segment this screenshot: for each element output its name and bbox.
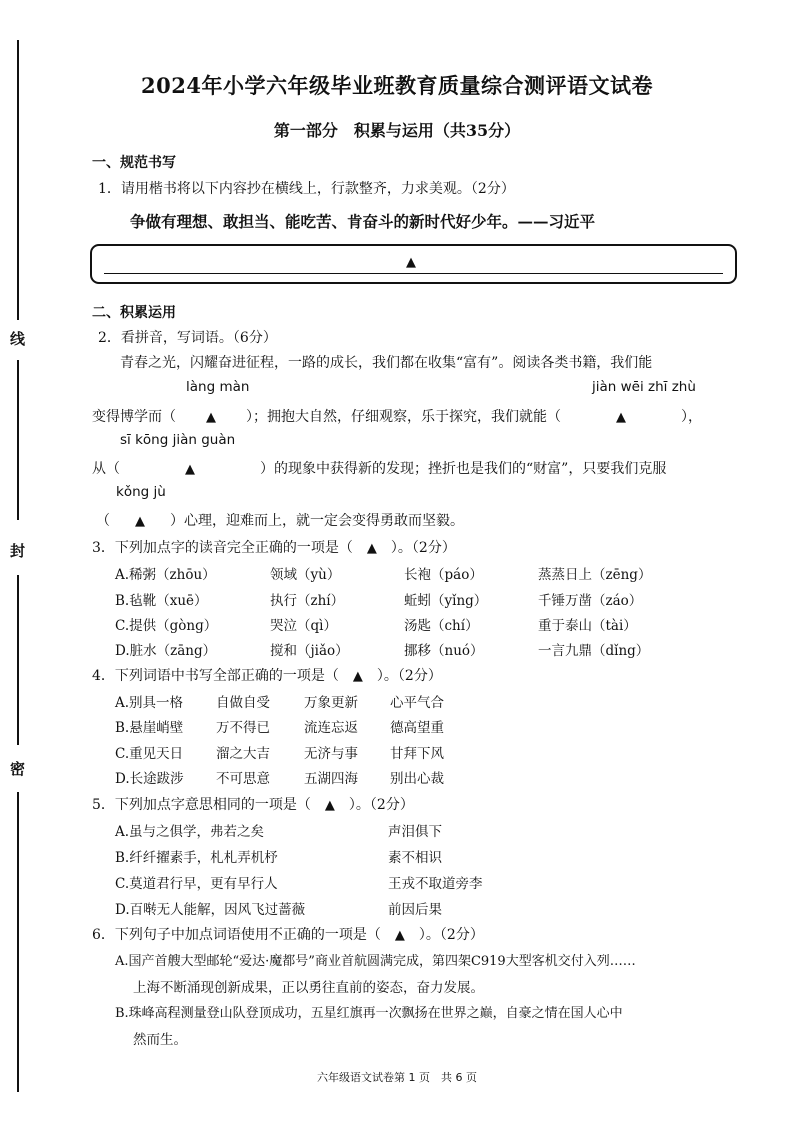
part-one-heading: 第一部分 积累与运用（共35分） <box>273 121 521 140</box>
question-4-score: ）。（2分） <box>376 668 442 684</box>
q3-option-c-4: 重于泰山（tài） <box>538 618 637 634</box>
q3-option-b-3: 蚯蚓（yǐng） <box>404 593 488 609</box>
line-4-part-a: （ <box>96 513 110 529</box>
question-2-line-2 <box>92 406 702 426</box>
question-6-score: ）。（2分） <box>418 927 484 943</box>
q6-option-b-line-2: 然而生。 <box>133 1032 187 1048</box>
q4-option-b-1: B.悬崖峭壁 <box>115 720 184 736</box>
page-footer: 六年级语文试卷第 1 页 共 6 页 <box>317 1071 477 1084</box>
binding-line-bottom <box>17 792 19 1092</box>
answer-blank-marker: ▲ <box>616 410 626 425</box>
section-1-heading: 一、规范书写 <box>92 155 176 171</box>
q3-option-a-3: 长袍（páo） <box>404 567 483 583</box>
q4-option-d-4: 别出心裁 <box>390 771 444 787</box>
q3-option-c-1: C.提供（gònɡ） <box>115 618 218 634</box>
question-2-prompt: 2．看拼音，写词语。（6分） <box>98 330 277 346</box>
answer-blank-marker: ▲ <box>352 669 363 684</box>
q3-option-a-1: A.稀粥（zhōu） <box>115 567 216 583</box>
q4-option-d-3: 五湖四海 <box>304 771 358 787</box>
section-2-heading: 二、积累运用 <box>92 305 176 321</box>
pinyin-kongju: kǒng jù <box>116 484 166 500</box>
question-1-quote: 争做有理想、敢担当、能吃苦、肯奋斗的新时代好少年。——习近平 <box>130 212 596 231</box>
q4-option-b-2: 万不得已 <box>216 720 270 736</box>
question-4-answer-blank[interactable] <box>339 668 377 684</box>
q6-option-a-line-1: A.国产首艘大型邮轮“爱达·魔都号”商业首航圆满完成，第四架C919大型客机交付入列…… <box>115 954 636 969</box>
question-5-prompt <box>92 794 414 814</box>
question-2-line-1: 青春之光，闪耀奋进征程，一路的成长，我们都在收集“富有”。阅读各类书籍，我们能 <box>120 355 653 371</box>
binding-mark-mi: 密 <box>10 760 26 778</box>
q4-option-c-1: C.重见天日 <box>115 746 184 762</box>
answer-blank-marker: ▲ <box>324 798 335 813</box>
question-1-prompt: 1．请用楷书将以下内容抄在横线上，行款整齐，力求美观。（2分） <box>98 181 515 197</box>
q5-option-d-2: 前因后果 <box>388 902 442 918</box>
pinyin-langman: làng màn <box>186 379 250 395</box>
q4-option-b-3: 流连忘返 <box>304 720 358 736</box>
q3-option-b-4: 千锤万凿（záo） <box>538 593 643 609</box>
q3-option-d-3: 挪移（nuó） <box>404 643 484 659</box>
line-3-part-b: ）的现象中获得新的发现；挫折也是我们的“财富”，只要我们克服 <box>260 461 667 477</box>
q5-option-d-1: D.百啭无人能解，因风飞过蔷薇 <box>115 902 306 918</box>
q4-option-c-4: 甘拜下风 <box>390 746 444 762</box>
question-3-score: ）。（2分） <box>390 540 456 556</box>
q4-option-a-4: 心平气合 <box>390 695 444 711</box>
q4-option-b-4: 德高望重 <box>390 720 444 736</box>
handwriting-line <box>104 273 723 274</box>
q3-option-d-2: 搅和（jiǎo） <box>270 643 349 659</box>
question-5-score: ）。（2分） <box>348 797 414 813</box>
q3-option-b-1: B.毡靴（xuē） <box>115 593 208 609</box>
q5-option-b-1: B.纤纤擢素手，札札弄机杼 <box>115 850 278 866</box>
line-2-part-a: 变得博学而（ <box>92 409 176 425</box>
binding-mark-feng: 封 <box>10 542 26 560</box>
q6-option-b-line-1: B.珠峰高程测量登山队登顶成功，五星红旗再一次飘扬在世界之巅，自豪之情在国人心中 <box>115 1006 623 1021</box>
question-5-stem: 5．下列加点字意思相同的一项是（ <box>92 797 311 813</box>
line-2-part-b: ）；拥抱大自然，仔细观察，乐于探究，我们就能（ <box>246 409 561 425</box>
blank-jianweizhizhu[interactable] <box>561 409 681 425</box>
question-2-line-4 <box>96 510 464 530</box>
q3-option-c-2: 哭泣（qì） <box>270 618 337 634</box>
blank-langman[interactable] <box>176 409 246 425</box>
q3-option-b-2: 执行（zhí） <box>270 593 345 609</box>
q4-option-d-2: 不可思意 <box>216 771 270 787</box>
question-6-answer-blank[interactable] <box>381 927 419 943</box>
exam-title: 2024年小学六年级毕业班教育质量综合测评语文试卷 <box>141 73 653 98</box>
q5-option-a-1: A.虽与之俱学，弗若之矣 <box>115 824 265 840</box>
q6-option-a-line-2: 上海不断涌现创新成果，正以勇往直前的姿态，奋力发展。 <box>133 980 484 996</box>
q3-option-a-4: 蒸蒸日上（zēng） <box>538 567 652 583</box>
handwriting-box[interactable] <box>90 244 737 284</box>
question-4-prompt <box>92 665 442 685</box>
line-3-part-a: 从（ <box>92 461 120 477</box>
question-4-stem: 4．下列词语中书写全部正确的一项是（ <box>92 668 339 684</box>
q3-option-d-4: 一言九鼎（dǐng） <box>538 643 650 659</box>
answer-blank-marker: ▲ <box>135 514 145 529</box>
question-3-prompt <box>92 537 456 557</box>
question-6-prompt <box>92 924 484 944</box>
pinyin-jianweizhizhu: jiàn wēi zhī zhù <box>592 379 696 395</box>
q4-option-c-3: 无济与事 <box>304 746 358 762</box>
question-6-stem: 6．下列句子中加点词语使用不正确的一项是（ <box>92 927 381 943</box>
question-3-answer-blank[interactable] <box>353 540 391 556</box>
q3-option-c-3: 汤匙（chí） <box>404 618 479 634</box>
question-5-answer-blank[interactable] <box>311 797 349 813</box>
pinyin-sikongjianguan: sī kōng jiàn guàn <box>120 432 236 448</box>
answer-blank-marker: ▲ <box>394 928 405 943</box>
q5-option-c-2: 王戎不取道旁李 <box>388 876 483 892</box>
question-2-line-3 <box>92 458 666 478</box>
answer-blank-marker: ▲ <box>366 541 377 556</box>
line-4-part-b: ）心理，迎难而上，就一定会变得勇敢而坚毅。 <box>170 513 464 529</box>
q5-option-a-2: 声泪俱下 <box>388 824 442 840</box>
q4-option-a-2: 自做自受 <box>216 695 270 711</box>
q4-option-a-3: 万象更新 <box>304 695 358 711</box>
binding-line-mid2 <box>17 575 19 745</box>
q3-option-a-2: 领域（yù） <box>270 567 341 583</box>
q4-option-c-2: 溜之大吉 <box>216 746 270 762</box>
q3-option-d-1: D.脏水（zāng） <box>115 643 217 659</box>
answer-blank-marker: ▲ <box>206 410 216 425</box>
blank-sikongjianguan[interactable] <box>120 461 260 477</box>
question-3-stem: 3．下列加点字的读音完全正确的一项是（ <box>92 540 353 556</box>
q4-option-d-1: D.长途跋涉 <box>115 771 184 787</box>
binding-line-mid1 <box>17 360 19 520</box>
q5-option-b-2: 素不相识 <box>388 850 442 866</box>
blank-kongju[interactable] <box>110 513 170 529</box>
binding-mark-xian: 线 <box>10 330 26 348</box>
answer-blank-marker: ▲ <box>185 462 195 477</box>
line-2-part-c: ）， <box>681 409 702 425</box>
q4-option-a-1: A.别具一格 <box>115 695 184 711</box>
q5-option-c-1: C.莫道君行早，更有早行人 <box>115 876 278 892</box>
answer-blank-marker: ▲ <box>406 255 416 270</box>
